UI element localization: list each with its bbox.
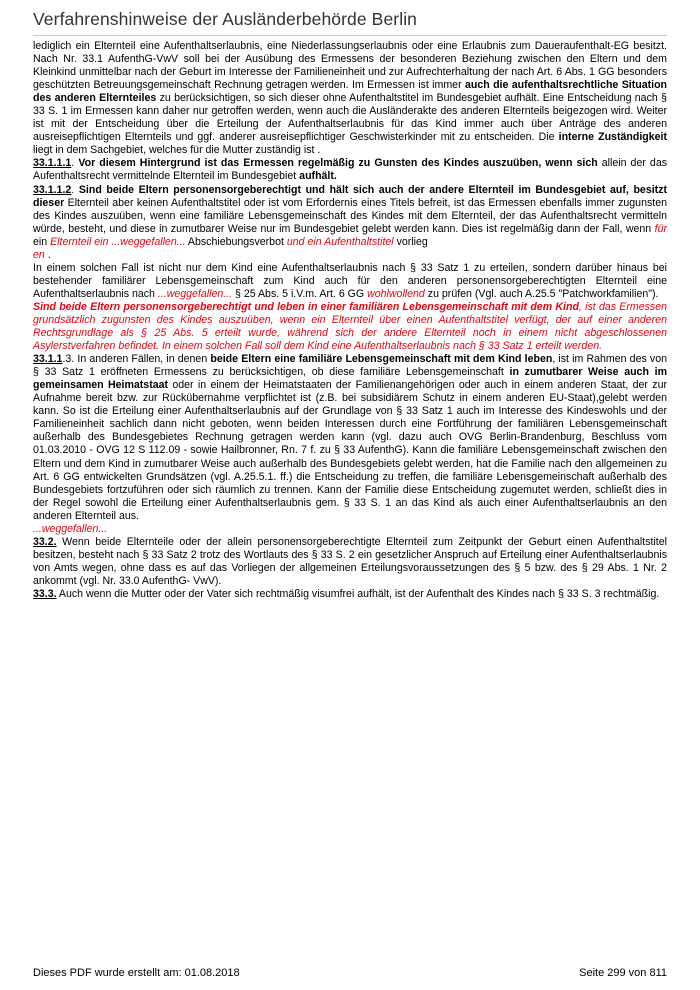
text: liegt in dem Sachgebiet, welches für die Mutter zuständig ist . (33, 144, 321, 157)
text: . (71, 183, 79, 196)
page-header (33, 9, 667, 36)
paragraph-33-3 (33, 588, 667, 601)
text: lediglich ein Elternteil eine Aufenthaltserlaubnis, eine Niederlassungserlaubnis oder eine Erlaubnis zum Daueraufenthalt-EG besitzt. Nach Nr. 33.1 AufenthG-VwV soll bei der Ausübung des Ermessens der besonderen Beziehung zwischen den Eltern und dem Kleinkind unmittelbar nach der Geburt im Interesse der Familieneinheit und zur Aufrechterhaltung der nach Art. 6 Abs. 1 GG besonders geschützten Betreuungsgemeinschaft Rechnung getragen werden. Im Ermessen ist immer (33, 40, 667, 92)
amendment-text: ...weggefallen... (33, 522, 108, 535)
text: . (71, 157, 79, 170)
text: Elternteil aber keinen Aufenthaltstitel oder ist vom Erfordernis eines Titels befreit, ist das Ermessen ebenfalls immer zugunsten des Kindes auszuüben, wenn eine familiäre Lebensgemeinschaft des Kindes mit dem Elternteil, der das Aufenthaltsrecht vermitteln würde, besteht, und diese in zumutbarer Weise nur im Bundesgebiet gelebt werden kann. Dies ist regelmäßig dann der Fall, wenn (33, 196, 667, 235)
amendment-text: Elternteil ein ...weggefallen... (50, 235, 186, 248)
bold-text: Sind beide Eltern personensorgeberechtigt und hält sich auch der andere Elternteil im Bundesgebiet auf, besitzt dieser (33, 183, 668, 209)
section-number: 33.2. (33, 535, 57, 548)
page-footer (33, 967, 667, 979)
amendment-text: wohlwollend (367, 287, 425, 300)
text: zu prüfen (Vgl. auch A.25.5 "Patchworkfamilien"). (424, 287, 659, 300)
text: vorlieg (393, 235, 428, 248)
bold-text: in zumutbarer Weise auch im gemeinsamen Heimatstaat (33, 366, 667, 392)
text: zu berücksichtigen, so sich dieser ohne Aufenthaltstitel im Bundesgebiet aufhält. Eine Entscheidung nach § 33 S. 1 im Ermessen kann daher nur getroffen werden, wenn auch die Ausländerakte des anderen Elternteils beigezogen wird. Weiter ist mit der Entscheidung über die Erteilung der Aufenthaltserlaubnis für das Kind immer auch über Anträge des anderen ausreisepflichtigen Elternteils und ggf. anderer ausreisepflichtiger Geschwisterkinder mit zu entscheiden. Die (33, 92, 667, 144)
bold-text: interne Zuständigkeit (558, 131, 667, 144)
paragraph-33-2 (33, 536, 667, 588)
section-number: 33.1.1.2 (33, 183, 72, 196)
amendment-text: en (33, 248, 45, 261)
text: In einem solchen Fall ist nicht nur dem Kind eine Aufenthaltserlaubnis nach § 33 Satz 1 zu erteilen, sondern darüber hinaus bei bestehender familiärer Lebensgemeinschaft zum Kind auch für den anderen personensorgeberechtigten Elternteil eine Aufenthaltserlaubnis nach (33, 261, 667, 300)
text: .3. In anderen Fällen, in denen (62, 353, 211, 366)
bold-text: Vor diesem Hintergrund ist das Ermessen regelmäßig zu Gunsten des Kindes auszuüben, wenn sich (78, 157, 598, 170)
creation-date: Dieses PDF wurde erstellt am: 01.08.2018 (33, 967, 240, 979)
bold-text: beide Eltern eine familiäre Lebensgemeinschaft mit dem Kind leben (210, 353, 553, 366)
amendment-text: , ist das Ermessen grundsätzlich zugunsten des Kindes auszuüben, wenn ein Elternteil über einen Aufenthaltstitel verfügt, der auf einer anderen Rechtsgrundlage als § 25 Abs. 5 erteilt wurde, während sich der andere Elternteil noch in einem nicht abgeschlossenen Asylerstverfahren befindet. In einem solchen Fall soll dem Kind eine Aufenthaltserlaubnis nach § 33 Satz 1 erteilt werden. (33, 300, 667, 353)
amendment-bold-text: Sind beide Eltern personensorgeberechtigt und leben in einer familiären Lebensgemeinschaft mit dem Kind (33, 300, 579, 313)
text: , ist im Rahmen des von § 33 Satz 1 eröffneten Ermessens zu berücksichtigen, ob diese familiäre Lebensgemeinschaft (33, 353, 667, 379)
document-title: Verfahrenshinweise der Ausländerbehörde Berlin (33, 9, 418, 29)
paragraph-continuation (33, 40, 667, 157)
text: Wenn beide Elternteile oder der allein personensorgeberechtigte Elternteil zum Zeitpunkt der Geburt einen Aufenthaltstitel besitzen, besteht nach § 33 Satz 2 trotz des Wortlauts des § 33 S. 2 ein gesetzlicher Anspruch auf Erteilung einer Aufenthaltserlaubnis von Amts wegen, ohne dass es auf das Vorliegen der allgemeinen Erteilungsvoraussetzungen des § 5 bzw. des § 29 Abs. 1 Nr. 2 ankommt (vgl. Nr. 33.0 AufenthG- VwV). (33, 535, 667, 587)
bold-text: auch die aufenthaltsrechtliche Situation des anderen Elternteiles (33, 79, 668, 105)
paragraph-removed (33, 523, 667, 536)
document-body (33, 40, 667, 601)
paragraph-33-1-1-3 (33, 353, 667, 523)
section-number: 33.1.1.1 (33, 157, 72, 170)
text: ein (33, 235, 51, 248)
page-number: Seite 299 von 811 (579, 967, 667, 979)
amendment-text: für (654, 222, 667, 235)
text: Abschiebungsverbot (185, 235, 287, 248)
paragraph-asylum-amendment (33, 301, 667, 353)
amendment-text: und ein Aufenthaltstitel (286, 235, 394, 248)
section-number: 33.3. (33, 587, 57, 600)
section-number: 33.1.1 (33, 353, 63, 366)
text: . (44, 248, 51, 261)
paragraph-patchwork (33, 262, 667, 301)
text: Auch wenn die Mutter oder der Vater sich rechtmäßig visumfrei aufhält, ist der Aufenthalt des Kindes nach § 33 S. 3 rechtmäßig. (56, 587, 660, 600)
text: allein der das Aufenthaltsrecht vermittelnde Elternteil im Bundesgebiet (33, 157, 668, 183)
paragraph-33-1-1-1 (33, 157, 667, 183)
bold-text: aufhält. (299, 170, 337, 183)
amendment-text: ...weggefallen... (157, 287, 233, 300)
paragraph-33-1-1-2 (33, 184, 667, 262)
text: § 25 Abs. 5 i.V.m. Art. 6 GG (232, 287, 368, 300)
text: oder in einem der Heimatstaaten der Familienangehörigen oder auch in einem anderen Staat, der zur Aufnahme bereit bzw. zur Rückübernahme verpflichtet ist (z.B. bei subsidiärem Schutz in einem anderen EU-Staat),gelebt werden kann. So ist die Erteilung einer Aufenthaltserlaubnis auf der Grundlage von § 33 Satz 1 auch im Interesse des Kindeswohls und der Familieneinheit sachlich dann nicht geboten, wenn beiden Interessen durch eine Fortführung der familiären Lebensgemeinschaft außerhalb des Bundesgebietes Rechnung getragen werden kann (vgl. dazu auch OVG Berlin-Brandenburg, Beschluss vom 01.03.2010 - OVG 12 S 112.09 - sowie Hailbronner, Rn. 7 f. zu § 33 AufenthG). Kann die familiäre Lebensgemeinschaft zwischen den Eltern und dem Kind in zumutbarer Weise auch außerhalb des Bundesgebiets gelebt werden, hat die Familie nach den allgemeinen zu Art. 6 GG entwickelten Grundsätzen (vgl. A.25.5.1. ff.) die Entscheidung zu treffen, die familiäre Lebensgemeinschaft außerhalb des Bundesgebiets fortzuführen oder sich räumlich zu trennen. Kann der Familie diese Entscheidung zugemutet werden, schließt dies in der Regel sowohl die Erteilung einer Aufenthaltserlaubnis gem. § 33 S. 1 an das Kind als auch einer Aufenthaltserlaubnis an den anderen Elternteil aus. (33, 379, 667, 522)
